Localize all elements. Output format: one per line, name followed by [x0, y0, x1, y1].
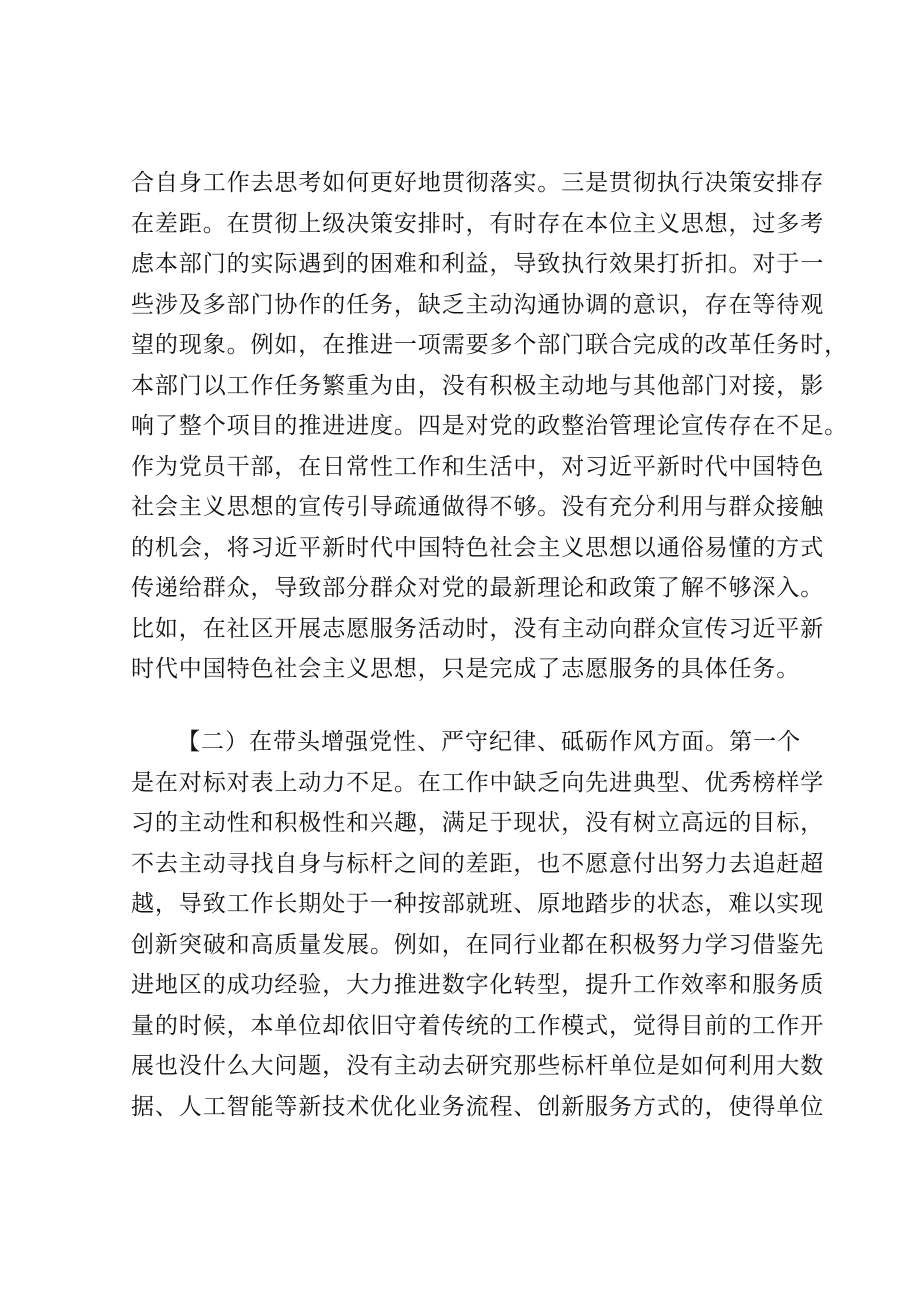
text-line: 习的主动性和积极性和兴趣，满足于现状，没有树立高远的目标，	[131, 810, 825, 836]
text-line: 些涉及多部门协作的任务，缺乏主动沟通协调的意识，存在等待观	[131, 291, 825, 318]
text-line: 社会主义思想的宣传引导疏通做得不够。没有充分利用与群众接触	[131, 494, 825, 520]
text-line: 量的时候，本单位却依旧守着传统的工作模式，觉得目前的工作开	[131, 1012, 825, 1039]
paragraph-1	[131, 163, 848, 690]
text-line: 不去主动寻找自身与标杆之间的差距，也不愿意付出努力去追赶超	[131, 850, 825, 877]
text-line: 据、人工智能等新技术优化业务流程、创新服务方式的，使得单位	[131, 1093, 825, 1120]
text-line: 响了整个项目的推进进度。四是对党的政整治管理论宣传存在不足。	[131, 413, 848, 439]
paragraph-2	[131, 722, 825, 1127]
text-line: 创新突破和高质量发展。例如，在同行业都在积极努力学习借鉴先	[131, 931, 825, 958]
text-line: 的机会，将习近平新时代中国特色社会主义思想以通俗易懂的方式	[131, 534, 825, 561]
text-line: 虑本部门的实际遇到的困难和利益，导致执行效果打折扣。对于一	[131, 251, 825, 277]
text-line: 越，导致工作长期处于一种按部就班、原地踏步的状态，难以实现	[131, 891, 825, 917]
text-line: 是在对标对表上动力不足。在工作中缺乏向先进典型、优秀榜样学	[131, 769, 825, 796]
text-line: 作为党员干部，在日常性工作和生活中，对习近平新时代中国特色	[131, 453, 825, 480]
text-line: 进地区的成功经验，大力推进数字化转型，提升工作效率和服务质	[131, 972, 825, 998]
text-line: 在差距。在贯彻上级决策安排时，有时存在本位主义思想，过多考	[131, 210, 825, 237]
text-line: 传递给群众，导致部分群众对党的最新理论和政策了解不够深入。	[131, 575, 825, 601]
text-line: 合自身工作去思考如何更好地贯彻落实。三是贯彻执行决策安排存	[131, 170, 825, 196]
text-line: 望的现象。例如，在推进一项需要多个部门联合完成的改革任务时，	[131, 332, 848, 358]
text-line: 本部门以工作任务繁重为由，没有积极主动地与其他部门对接，影	[131, 372, 825, 399]
text-line: 比如，在社区开展志愿服务活动时，没有主动向群众宣传习近平新	[131, 615, 825, 642]
text-line: 时代中国特色社会主义思想，只是完成了志愿服务的具体任务。	[131, 656, 801, 682]
text-line-heading: 【二）在带头增强党性、严守纪律、砥砺作风方面。第一个	[177, 729, 801, 755]
text-line: 展也没什么大问题，没有主动去研究那些标杆单位是如何利用大数	[131, 1053, 825, 1079]
